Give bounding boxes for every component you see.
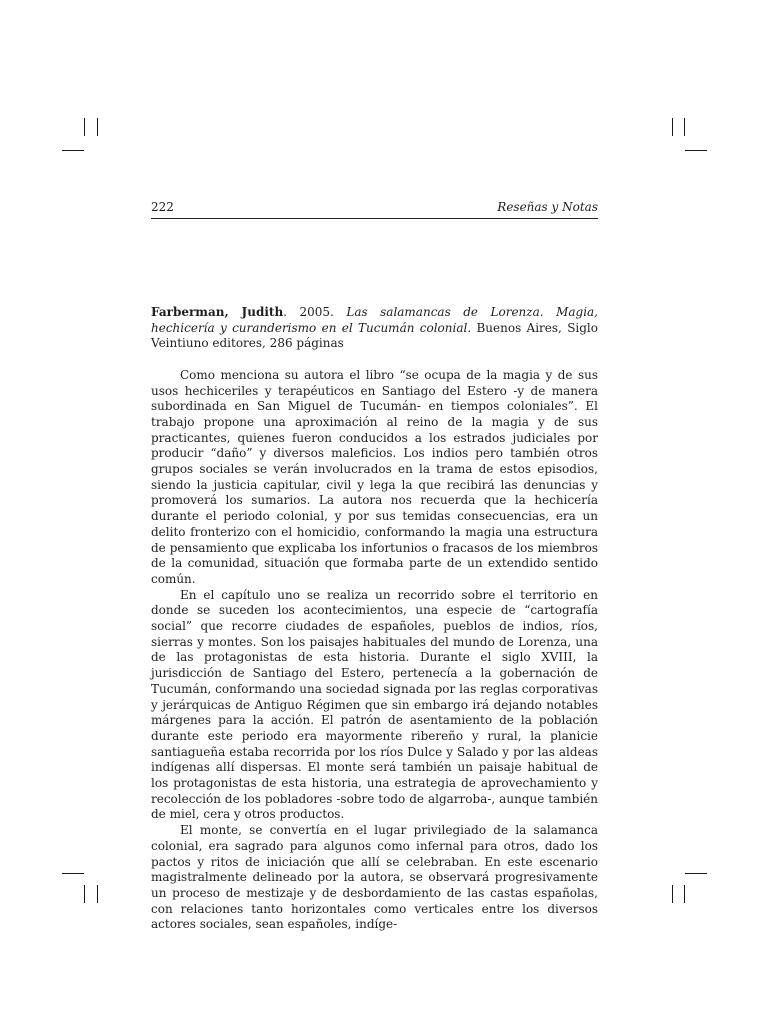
review-content (151, 305, 598, 933)
crop-mark (97, 118, 98, 136)
header-rule (151, 218, 598, 219)
book-citation (151, 305, 598, 352)
crop-mark (672, 885, 673, 903)
page-number: 222 (151, 200, 174, 214)
citation-publisher: . Buenos Aires, Siglo Veintiuno editores, 286 páginas (151, 320, 598, 351)
paragraph: El monte, se convertía en el lugar privilegiado de la salamanca colonial, era sagrado para algunos como infernal para otros, dado los pactos y ritos de iniciación que allí se celebraban. En este escenario magistralmente delineado por la autora, se observará progresivamente un proceso de mestizaje y de desbordamiento de las castas españolas, con relaciones tanto horizontales como verticales entre los diversos actores sociales, sean españoles, indíge- (151, 823, 598, 932)
running-title: Reseñas y Notas (497, 200, 598, 214)
running-header (151, 200, 598, 218)
review-body (151, 368, 598, 933)
crop-mark (684, 885, 685, 903)
citation-title: Las salamancas de Lorenza. Magia, hechicería y curanderismo en el Tucumán colonial (151, 305, 598, 335)
crop-mark (685, 150, 707, 151)
crop-mark (62, 873, 84, 874)
citation-author: Farberman, Judith (151, 305, 284, 319)
crop-mark (672, 118, 673, 136)
crop-mark (97, 885, 98, 903)
paragraph: En el capítulo uno se realiza un recorrido sobre el territorio en donde se suceden los acontecimientos, una especie de “cartografía social” que recorre ciudades de españoles, pueblos de indios, ríos, sierras y montes. Son los paisajes habituales del mundo de Lorenza, una de las protagonistas de esta historia. Durante el siglo XVIII, la jurisdicción de Santiago del Estero, pertenecía a la gobernación de Tucumán, conformando una sociedad signada por las reglas corporativas y jerárquicas de Antiguo Régimen que sin embargo irá dejando notables márgenes para la acción. El patrón de asentamiento de la población durante este periodo era mayormente ribereño y rural, la planicie santiagueña estaba recorrida por los ríos Dulce y Salado y por las aldeas indígenas allí dispersas. El monte será también un paisaje habitual de los protagonistas de esta historia, una estrategia de aprovechamiento y recolección de los pobladores -sobre todo de algarroba-, aunque también de miel, cera y otros productos. (151, 587, 598, 822)
crop-mark (84, 118, 85, 136)
citation-year: . 2005. (283, 305, 347, 319)
paragraph: Como menciona su autora el libro “se ocupa de la magia y de sus usos hechiceriles y terapéuticos en Santiago del Estero -y de manera subordinada en San Miguel de Tucumán- en tiempos coloniales”. El trabajo propone una aproximación al reino de la magia y de sus practicantes, quienes fueron conducidos a los estrados judiciales por producir “daño” y diversos maleficios. Los indios pero también otros grupos sociales se verán involucrados en la trama de estos episodios, siendo la justicia capitular, civil y lega la que recibirá las denuncias y promoverá los sumarios. La autora nos recuerda que la hechicería durante el periodo colonial, y por sus temidas consecuencias, era un delito fronterizo con el homicidio, conformando la magia una estructura de pensamiento que explicaba los infortunios o fracasos de los miembros de la comunidad, situación que formaba parte de un extendido sentido común. (151, 367, 598, 586)
crop-mark (685, 873, 707, 874)
crop-mark (684, 118, 685, 136)
crop-mark (84, 885, 85, 903)
crop-mark (62, 150, 84, 151)
